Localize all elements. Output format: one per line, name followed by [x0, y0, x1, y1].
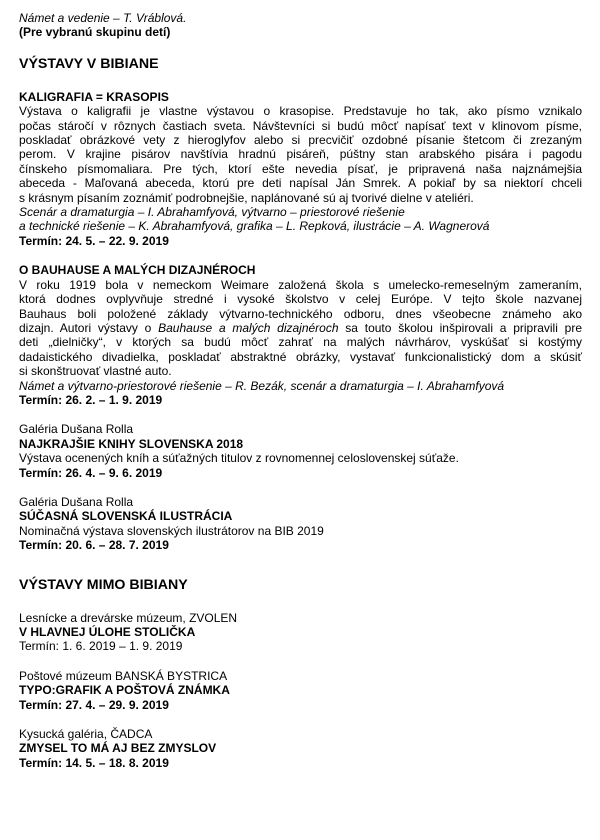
desc-text: dizajn. Autori výstavy o [19, 320, 159, 335]
exhibition-title: KALIGRAFIA = KRASOPIS [19, 89, 169, 104]
desc-italic-title: Bauhause a malých dizajnéroch [158, 320, 339, 335]
exhibition-bauhaus [19, 263, 582, 407]
exhibition-term: Termín: 27. 4. – 29. 9. 2019 [19, 697, 169, 712]
exhibition-title: NAJKRAJŠIE KNIHY SLOVENSKA 2018 [19, 436, 244, 451]
exhibition-desc-line: počas stáročí v rôznych častiach sveta. Návštevníci si budú môcť napísať text v klinovom písme, [19, 118, 582, 133]
exhibition-venue: Kysucká galéria, ČADCA [19, 727, 153, 742]
exhibition-znamka [19, 669, 582, 712]
header-author-line: Námet a vedenie – T. Vráblová. [19, 11, 187, 25]
exhibition-venue: Poštové múzeum BANSKÁ BYSTRICA [19, 668, 228, 683]
exhibition-title: SÚČASNÁ SLOVENSKÁ ILUSTRÁCIA [19, 509, 233, 524]
exhibition-desc-line: dadaistického divadielka, poskladať abstraktné obrázky, vystavať funkcionalistický dom a skúsiť [19, 349, 582, 364]
exhibition-venue: Galéria Dušana Rolla [19, 494, 134, 509]
exhibition-knihy [19, 422, 582, 480]
exhibition-desc-line: perom. V krajine pisárov navštívia hradnú pisáreň, púštny stan arabského pisára i pagodu [19, 147, 582, 162]
exhibition-desc-line: Výstava ocenených kníh a súťažných titulov z rovnomennej celoslovenskej súťaže. [19, 451, 459, 466]
exhibition-desc-line: Výstava o kaligrafii je vlastne výstavou o krasopise. Predstavuje ho tak, ako písmo vznikalo [19, 104, 582, 119]
exhibition-venue: Galéria Dušana Rolla [19, 422, 134, 437]
exhibition-ilustracia [19, 495, 582, 553]
header-group-line: (Pre vybranú skupinu detí) [19, 25, 171, 40]
exhibition-title: ZMYSEL TO MÁ AJ BEZ ZMYSLOV [19, 741, 217, 756]
exhibition-term: Termín: 26. 2. – 1. 9. 2019 [19, 392, 163, 407]
exhibition-credit: a technické riešenie – K. Abrahamfyová, grafika – L. Repková, ilustrácie – A. Wagnerová [19, 219, 490, 234]
exhibition-desc-line: ktorá dodnes ovplyvňuje stredné i vysoké školstvo v celej Európe. V tejto škole nazvanej [19, 292, 582, 307]
exhibition-desc-line: Bauhaus boli položené základy výtvarno-technického odboru, dnes všeobecne známeho ako [19, 306, 582, 321]
desc-text: sa touto školou inšpirovali a pripravili pre [338, 320, 582, 335]
exhibition-desc-line: čínskeho písmomaliara. Pre tých, ktorí ešte nevedia písať, je pripravená naša najznámejšia [19, 161, 582, 176]
section-title-outside-bibiana: VÝSTAVY MIMO BIBIANY [19, 576, 188, 593]
exhibition-desc-line: V roku 1919 bola v nemeckom Weimare založená škola s umelecko-remeselným zameraním, [19, 277, 582, 292]
exhibition-title: O BAUHAUSE A MALÝCH DIZAJNÉROCH [19, 263, 256, 278]
exhibition-zmysel [19, 727, 582, 770]
exhibition-credit: Scenár a dramaturgia – I. Abrahamfyová, výtvarno – priestorové riešenie [19, 205, 405, 220]
section-title-in-bibiana: VÝSTAVY V BIBIANE [19, 55, 159, 72]
exhibition-desc-line: abeceda - Maľovaná abeceda, ktorú pre deti napísal Ján Smrek. A pokiaľ by sa niektorí chceli [19, 176, 582, 191]
exhibition-term: Termín: 14. 5. – 18. 8. 2019 [19, 755, 169, 770]
exhibition-term: Termín: 24. 5. – 22. 9. 2019 [19, 233, 169, 248]
exhibition-desc-line: poskladať obrázkové vety z hieroglyfov alebo si precvičiť ozdobné písanie štetcom či zrezaným [19, 133, 582, 148]
exhibition-term: Termín: 20. 6. – 28. 7. 2019 [19, 538, 169, 553]
exhibition-credit: Námet a výtvarno-priestorové riešenie – R. Bezák, scenár a dramaturgia – I. Abrahamfyová [19, 378, 505, 393]
exhibition-stolicka [19, 611, 582, 654]
exhibition-title: TYPO:GRAFIK A POŠTOVÁ ZNÁMKA [19, 683, 230, 698]
exhibition-desc-line: deti „dielničky“, v ktorých sa budú môcť zahrať na malých návrhárov, vyskúšať si kostýmy [19, 335, 582, 350]
exhibition-desc-line [19, 321, 582, 335]
exhibition-desc-line: Nominačná výstava slovenských ilustrátorov na BIB 2019 [19, 523, 324, 538]
exhibition-term: Termín: 1. 6. 2019 – 1. 9. 2019 [19, 639, 183, 654]
exhibition-desc-line: si skonštruovať vlastné auto. [19, 364, 172, 379]
exhibition-venue: Lesnícke a drevárske múzeum, ZVOLEN [19, 610, 238, 625]
exhibition-title: V HLAVNEJ ÚLOHE STOLIČKA [19, 625, 196, 639]
exhibition-desc-line: s krásnym písaním zoznámiť podrobnejšie, naplánované sú aj tvorivé dielne v ateliéri. [19, 190, 474, 205]
exhibition-term: Termín: 26. 4. – 9. 6. 2019 [19, 465, 163, 480]
exhibition-kaligrafia [19, 90, 582, 248]
